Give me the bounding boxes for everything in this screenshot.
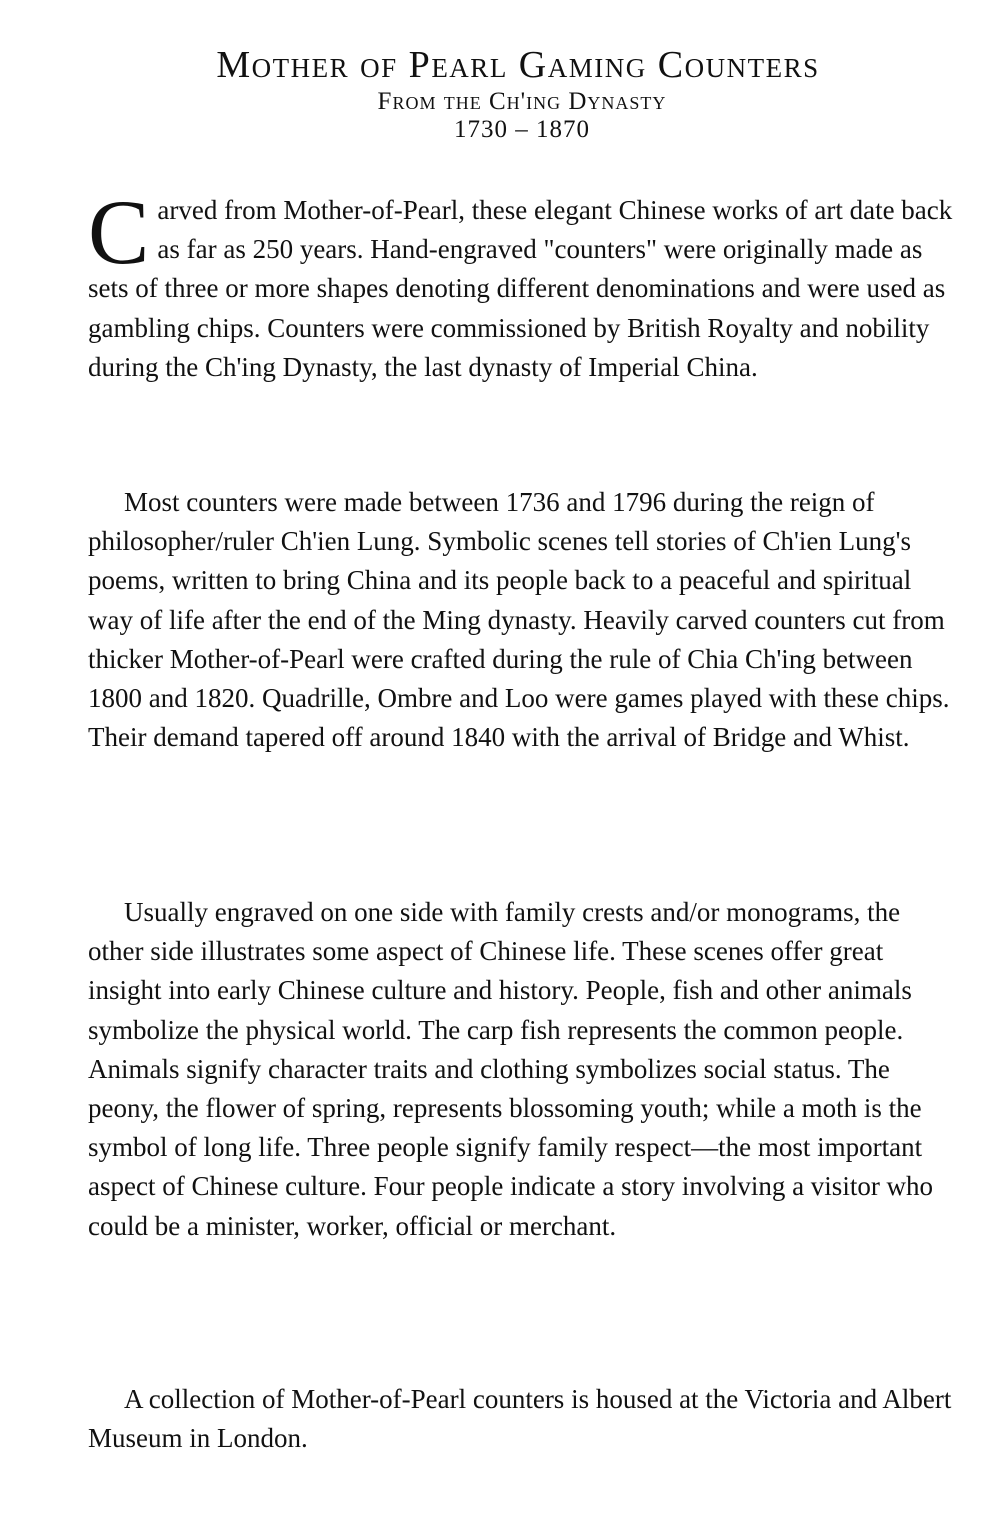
paragraph-3: Usually engraved on one side with family crests and/or monograms, the other side illustrates some aspect of Chinese life. These scenes offer great insight into early Chinese culture and history. People, fish and other animals symbolize the physical world. The carp fish represents the common people. Animals signify character traits and clothing symbolizes social status. The peony, the flower of spring, represents blossoming youth; while a moth is the symbol of long life. Three people signify family respect—the most important aspect of Chinese culture. Four people indicate a story involving a visitor who could be a minister, worker, official or merchant. xyxy=(88,897,934,1241)
drop-cap: C xyxy=(88,181,150,283)
paragraph-1 xyxy=(88,181,960,387)
document-header xyxy=(0,44,1000,144)
paragraph-1-text: arved from Mother-of-Pearl, these elegant Chinese works of art date back as far as 250 years. Hand-engraved "counters" were originally made as sets of three or more shapes denoting different denominations and were used as gambling chips. Counters were commissioned by British Royalty and nobility during the Ch'ing Dynasty, the last dynasty of Imperial China. xyxy=(88,195,953,382)
document-subtitle: From the Ch'ing Dynasty xyxy=(377,88,667,115)
paragraph-2: Most counters were made between 1736 and 1796 during the reign of philosopher/ruler Ch'ien Lung. Symbolic scenes tell stories of Ch'ien Lung's poems, written to bring China and its people back to a peaceful and spiritual way of life after the end of the Ming dynasty. Heavily carved counters cut from thicker Mother-of-Pearl were crafted during the rule of Chia Ch'ing between 1800 and 1820. Quadrille, Ombre and Loo were games played with these chips. Their demand tapered off around 1840 with the arrival of Bridge and Whist. xyxy=(88,487,950,753)
date-range: 1730 – 1870 xyxy=(454,116,590,143)
document-title: Mother of Pearl Gaming Counters xyxy=(216,44,820,86)
paragraph-4: A collection of Mother-of-Pearl counters is housed at the Victoria and Albert Museum in London. xyxy=(88,1384,952,1454)
